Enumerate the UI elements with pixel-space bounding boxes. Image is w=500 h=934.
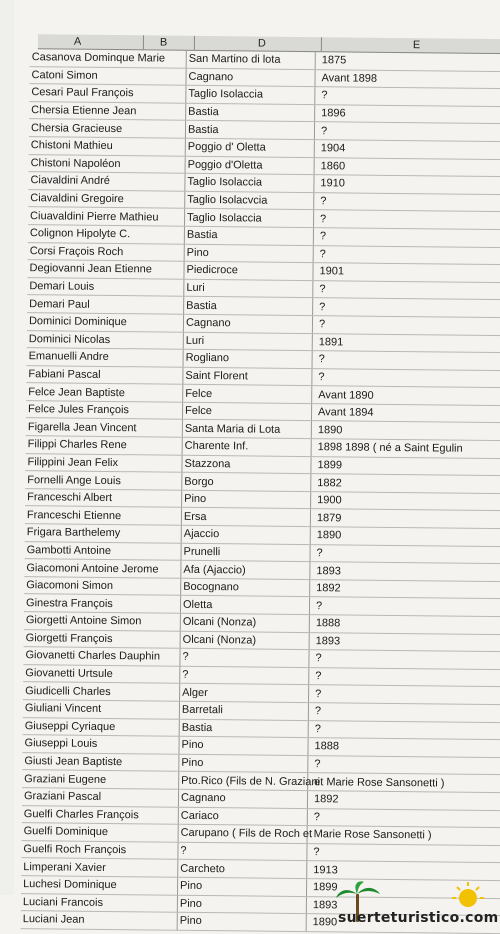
palm-leaf-icon <box>336 890 357 898</box>
year-cell: 1860 <box>314 157 500 177</box>
column-separator <box>194 36 195 50</box>
year-cell: ? <box>310 544 500 564</box>
year-cell: ? <box>308 720 500 740</box>
year-cell: ? <box>313 280 500 300</box>
year-cell: ? <box>309 685 500 705</box>
name-cell: Ciavaldini Gregoire <box>28 189 185 208</box>
name-cell: Giuseppi Cyriaque <box>23 717 180 736</box>
year-cell: ? <box>308 703 500 723</box>
birthplace-cell: ? <box>178 842 307 861</box>
name-cell: Guelfi Roch François <box>21 840 178 859</box>
year-cell: 1893 <box>309 632 500 652</box>
birthplace-cell: Pino <box>177 877 306 896</box>
name-cell: Limperani Xavier <box>21 858 178 877</box>
birthplace-cell: Bastia <box>179 719 308 738</box>
name-cell: Giacomoni Simon <box>24 576 181 595</box>
birthplace-cell: Barretali <box>179 701 308 720</box>
name-cell: Ginestra François <box>24 594 181 613</box>
name-cell: Filippi Charles Rene <box>26 436 183 455</box>
name-cell: Guelfi Charles François <box>22 805 179 824</box>
year-cell: 1893 <box>306 896 500 916</box>
name-cell: Chistoni Mathieu <box>29 137 186 156</box>
name-cell: Frigara Barthelemy <box>25 524 182 543</box>
year-cell: Avant 1890 <box>312 386 500 406</box>
birthplace-cell: Poggio d'Oletta <box>185 156 314 175</box>
year-cell: 1899 <box>311 456 500 476</box>
birthplace-cell: Taglio Isolacvcia <box>185 191 314 210</box>
year-cell: ? <box>308 755 500 775</box>
column-header-d: D <box>257 37 266 50</box>
name-cell: Casanova Dominque Marie <box>30 49 187 68</box>
name-cell: Demari Louis <box>27 277 184 296</box>
birthplace-cell: Carupano ( Fils de Roch et <box>178 824 307 843</box>
year-cell: et Marie Rose Sansonetti ) <box>308 773 500 793</box>
birthplace-cell: Ajaccio <box>181 525 310 544</box>
year-cell: ? <box>312 351 500 371</box>
name-cell: Giovanetti Urtsule <box>23 664 180 683</box>
birthplace-cell: Prunelli <box>181 543 310 562</box>
watermark-text: suerteturistico.com <box>338 910 499 926</box>
site-watermark <box>334 880 499 928</box>
name-cell: Corsi Fraçois Roch <box>28 242 185 261</box>
name-cell: Giovanetti Charles Dauphin <box>23 647 180 666</box>
birthplace-cell: Bastia <box>186 103 315 122</box>
year-cell: ? <box>312 368 500 388</box>
birthplace-cell: Bastia <box>184 226 313 245</box>
birthplace-cell: Cagnano <box>183 314 312 333</box>
name-cell: Luciani Jean <box>21 911 178 930</box>
year-cell: 1913 <box>307 861 500 881</box>
birthplace-cell: Bocognano <box>181 578 310 597</box>
year-cell: 1890 <box>310 527 500 547</box>
name-cell: Ciavaldini André <box>28 172 185 191</box>
column-separator <box>321 37 322 51</box>
name-cell: Colignon Hipolyte C. <box>28 225 185 244</box>
year-cell: 1875 <box>315 52 500 71</box>
name-cell: Dominici Nicolas <box>27 330 184 349</box>
name-cell: Giorgetti François <box>24 629 181 648</box>
year-cell: 1900 <box>311 491 500 511</box>
year-cell: Avant 1898 <box>315 69 500 89</box>
data-table <box>21 49 500 934</box>
birthplace-cell: Pino <box>182 490 311 509</box>
name-cell: Degiovanni Jean Etienne <box>27 260 184 279</box>
year-cell: 1892 <box>307 791 500 811</box>
year-cell: ? <box>309 597 500 617</box>
birthplace-cell: Charente Inf. <box>182 437 311 456</box>
birthplace-cell: Piedicroce <box>184 261 313 280</box>
name-cell: Giuseppi Louis <box>22 735 179 754</box>
year-cell: ? <box>313 228 500 248</box>
column-header-a: A <box>73 35 82 48</box>
year-cell: ? <box>314 122 500 142</box>
year-cell: 1899 <box>306 878 500 898</box>
name-cell: Dominici Dominique <box>27 313 184 332</box>
birthplace-cell: Pto.Rico (Fils de N. Graziani <box>179 772 308 791</box>
birthplace-cell: Taglio Isolaccia <box>185 173 314 192</box>
birthplace-cell: Luri <box>184 279 313 298</box>
name-cell: Gambotti Antoine <box>25 541 182 560</box>
year-cell: ? <box>313 245 500 265</box>
year-cell: 1901 <box>313 263 500 283</box>
year-cell: 1882 <box>311 474 500 494</box>
name-cell: Felce Jules François <box>26 401 183 420</box>
birthplace-cell: Bastia <box>185 121 314 140</box>
birthplace-cell: ? <box>180 666 309 685</box>
birthplace-cell: Taglio Isolaccia <box>184 209 313 228</box>
column-separator <box>143 35 144 49</box>
year-cell: ? <box>313 210 500 230</box>
year-cell: ? <box>313 298 500 318</box>
name-cell: Giorgetti Antoine Simon <box>24 612 181 631</box>
year-cell: ? <box>309 667 500 687</box>
birthplace-cell: San Martino di lota <box>186 51 315 69</box>
birthplace-cell: Bastia <box>184 297 313 316</box>
year-cell: 1890 <box>306 914 500 934</box>
year-cell: ? <box>315 87 500 107</box>
year-cell: ? <box>307 808 500 828</box>
birthplace-cell: Stazzona <box>182 455 311 474</box>
birthplace-cell: Cagnano <box>186 68 315 87</box>
name-cell: Chersia Gracieuse <box>29 119 186 138</box>
birthplace-cell: Taglio Isolaccia <box>186 85 315 104</box>
birthplace-cell: Felce <box>183 385 312 404</box>
birthplace-cell: Pino <box>179 736 308 755</box>
birthplace-cell: Borgo <box>182 473 311 492</box>
birthplace-cell: Rogliano <box>183 349 312 368</box>
year-cell: 1896 <box>315 104 500 124</box>
birthplace-cell: Afa (Ajaccio) <box>181 560 310 579</box>
year-cell: 1891 <box>312 333 500 353</box>
birthplace-cell: Cagnano <box>178 789 307 808</box>
column-header-e: E <box>412 39 421 52</box>
birthplace-cell: Ersa <box>181 508 310 527</box>
year-cell: 1893 <box>310 562 500 582</box>
name-cell: Filippini Jean Felix <box>25 453 182 472</box>
birthplace-cell: Olcani (Nonza) <box>180 631 309 650</box>
name-cell: Fornelli Ange Louis <box>25 471 182 490</box>
sun-icon <box>459 889 477 907</box>
name-cell: Ciuavaldini Pierre Mathieu <box>28 207 185 226</box>
name-cell: Felce Jean Baptiste <box>26 383 183 402</box>
year-cell: Marie Rose Sansonetti ) <box>307 826 500 846</box>
birthplace-cell: Pino <box>179 754 308 773</box>
name-cell: Luchesi Dominique <box>21 876 178 895</box>
name-cell: Graziani Pascal <box>22 788 179 807</box>
birthplace-cell: ? <box>180 648 309 667</box>
year-cell: ? <box>309 650 500 670</box>
column-header-b: B <box>159 36 168 49</box>
year-cell: ? <box>307 843 500 863</box>
year-cell: Avant 1894 <box>311 403 500 423</box>
birthplace-cell: Cariaco <box>178 807 307 826</box>
birthplace-cell: Pino <box>177 895 306 914</box>
year-cell: 1879 <box>310 509 500 529</box>
name-cell: Demari Paul <box>27 295 184 314</box>
name-cell: Catoni Simon <box>29 66 186 85</box>
birthplace-cell: Alger <box>180 684 309 703</box>
year-cell: 1890 <box>311 421 500 441</box>
birthplace-cell: Oletta <box>180 596 309 615</box>
birthplace-cell: Felce <box>182 402 311 421</box>
name-cell: Giuliani Vincent <box>23 700 180 719</box>
year-cell: ? <box>312 316 500 336</box>
name-cell: Giacomoni Antoine Jerome <box>24 559 181 578</box>
birthplace-cell: Pino <box>184 244 313 263</box>
year-cell: 1898 1898 ( né a Saint Egulin <box>311 439 500 459</box>
year-cell: 1892 <box>310 579 500 599</box>
birthplace-cell: Poggio d' Oletta <box>185 138 314 157</box>
name-cell: Franceschi Etienne <box>25 506 182 525</box>
birthplace-cell: Olcani (Nonza) <box>180 613 309 632</box>
birthplace-cell: Pino <box>177 912 306 931</box>
name-cell: Figarella Jean Vincent <box>26 418 183 437</box>
name-cell: Giusti Jean Baptiste <box>22 752 179 771</box>
year-cell: 1888 <box>308 738 500 758</box>
name-cell: Guelfi Dominique <box>22 823 179 842</box>
year-cell: 1888 <box>309 615 500 635</box>
name-cell: Graziani Eugene <box>22 770 179 789</box>
name-cell: Giudicelli Charles <box>23 682 180 701</box>
name-cell: Chistoni Napoléon <box>29 154 186 173</box>
year-cell: 1910 <box>314 175 500 195</box>
name-cell: Luciani Francois <box>21 893 178 912</box>
birthplace-cell: Carcheto <box>178 860 307 879</box>
palm-leaf-icon <box>357 888 380 894</box>
name-cell: Fabiani Pascal <box>26 365 183 384</box>
row-header-gutter <box>0 0 14 895</box>
year-cell: ? <box>314 192 500 212</box>
birthplace-cell: Santa Maria di Lota <box>182 420 311 439</box>
birthplace-cell: Saint Florent <box>183 367 312 386</box>
year-cell: 1904 <box>314 140 500 160</box>
name-cell: Emanuelli Andre <box>27 348 184 367</box>
name-cell: Cesari Paul François <box>29 84 186 103</box>
name-cell: Chersia Etienne Jean <box>29 101 186 120</box>
birthplace-cell: Luri <box>183 332 312 351</box>
name-cell: Franceschi Albert <box>25 488 182 507</box>
